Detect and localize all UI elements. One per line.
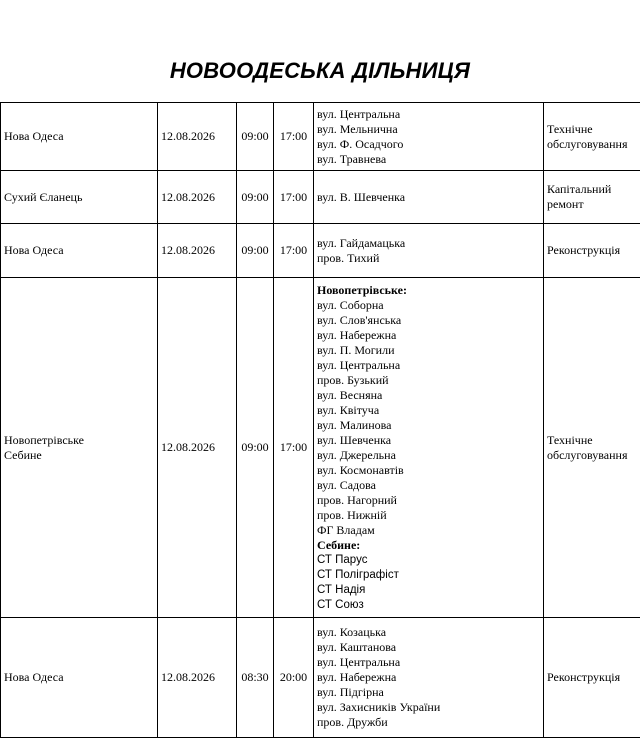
work-type-cell: Технічне обслуговування — [544, 103, 640, 171]
street-item: вул. Шевченка — [317, 433, 540, 448]
street-item: вул. В. Шевченка — [317, 190, 540, 205]
streets-cell — [314, 224, 544, 278]
page-title: НОВООДЕСЬКА ДІЛЬНИЦЯ — [0, 58, 640, 84]
settlement-name: Нова Одеса — [4, 670, 154, 685]
street-item: вул. Каштанова — [317, 640, 540, 655]
street-item: вул. Центральна — [317, 655, 540, 670]
street-item: вул. Малинова — [317, 418, 540, 433]
street-item: вул. Мельнична — [317, 122, 540, 137]
street-item: пров. Бузький — [317, 373, 540, 388]
streets-cell — [314, 278, 544, 618]
table-row — [1, 618, 640, 738]
settlement-heading: Новопетрівське: — [317, 283, 540, 298]
streets-cell — [314, 103, 544, 171]
settlement-cell — [1, 171, 158, 224]
street-item: пров. Нижній — [317, 508, 540, 523]
settlement-cell — [1, 103, 158, 171]
street-item: вул. Садова — [317, 478, 540, 493]
street-item: СТ Союз — [317, 598, 540, 613]
street-item: вул. Козацька — [317, 625, 540, 640]
date-cell: 12.08.2026 — [158, 618, 237, 738]
street-item: вул. Слов'янська — [317, 313, 540, 328]
start-time-cell: 09:00 — [237, 103, 274, 171]
street-item: ФГ Владам — [317, 523, 540, 538]
streets-cell — [314, 618, 544, 738]
street-item: вул. Травнева — [317, 152, 540, 167]
settlement-name: Себине — [4, 448, 154, 463]
settlement-cell — [1, 224, 158, 278]
settlement-name: Сухий Єланець — [4, 190, 154, 205]
street-item: вул. Соборна — [317, 298, 540, 313]
street-item: пров. Дружби — [317, 715, 540, 730]
streets-cell — [314, 171, 544, 224]
street-item: СТ Парус — [317, 553, 540, 568]
street-item: вул. Джерельна — [317, 448, 540, 463]
table-row — [1, 171, 640, 224]
work-type-cell: Реконструкція — [544, 618, 640, 738]
table-row — [1, 103, 640, 171]
end-time-cell: 20:00 — [274, 618, 314, 738]
date-cell: 12.08.2026 — [158, 278, 237, 618]
street-item: вул. П. Могили — [317, 343, 540, 358]
date-cell: 12.08.2026 — [158, 171, 237, 224]
street-item: вул. Космонавтів — [317, 463, 540, 478]
settlement-cell — [1, 278, 158, 618]
street-item: вул. Підгірна — [317, 685, 540, 700]
work-type-cell: Капітальний ремонт — [544, 171, 640, 224]
work-type-cell: Реконструкція — [544, 224, 640, 278]
street-item: вул. Набережна — [317, 670, 540, 685]
street-item: вул. Захисників України — [317, 700, 540, 715]
street-item: вул. Центральна — [317, 358, 540, 373]
settlement-name: Нова Одеса — [4, 243, 154, 258]
street-item: вул. Весняна — [317, 388, 540, 403]
start-time-cell: 09:00 — [237, 171, 274, 224]
street-item: вул. Квітуча — [317, 403, 540, 418]
settlement-cell — [1, 618, 158, 738]
start-time-cell: 08:30 — [237, 618, 274, 738]
end-time-cell: 17:00 — [274, 224, 314, 278]
end-time-cell: 17:00 — [274, 278, 314, 618]
street-item: вул. Гайдамацька — [317, 236, 540, 251]
street-item: вул. Набережна — [317, 328, 540, 343]
end-time-cell: 17:00 — [274, 103, 314, 171]
street-item: вул. Центральна — [317, 107, 540, 122]
start-time-cell: 09:00 — [237, 278, 274, 618]
street-item: пров. Нагорний — [317, 493, 540, 508]
end-time-cell: 17:00 — [274, 171, 314, 224]
table-row — [1, 278, 640, 618]
work-type-cell: Технічне обслуговування — [544, 278, 640, 618]
table-row — [1, 224, 640, 278]
start-time-cell: 09:00 — [237, 224, 274, 278]
street-item: СТ Надія — [317, 583, 540, 598]
street-item: СТ Поліграфіст — [317, 568, 540, 583]
settlement-name: Нова Одеса — [4, 129, 154, 144]
outage-schedule-table — [0, 102, 640, 738]
date-cell: 12.08.2026 — [158, 103, 237, 171]
settlement-name: Новопетрівське — [4, 433, 154, 448]
street-item: пров. Тихий — [317, 251, 540, 266]
street-item: вул. Ф. Осадчого — [317, 137, 540, 152]
date-cell: 12.08.2026 — [158, 224, 237, 278]
settlement-heading: Себине: — [317, 538, 540, 553]
